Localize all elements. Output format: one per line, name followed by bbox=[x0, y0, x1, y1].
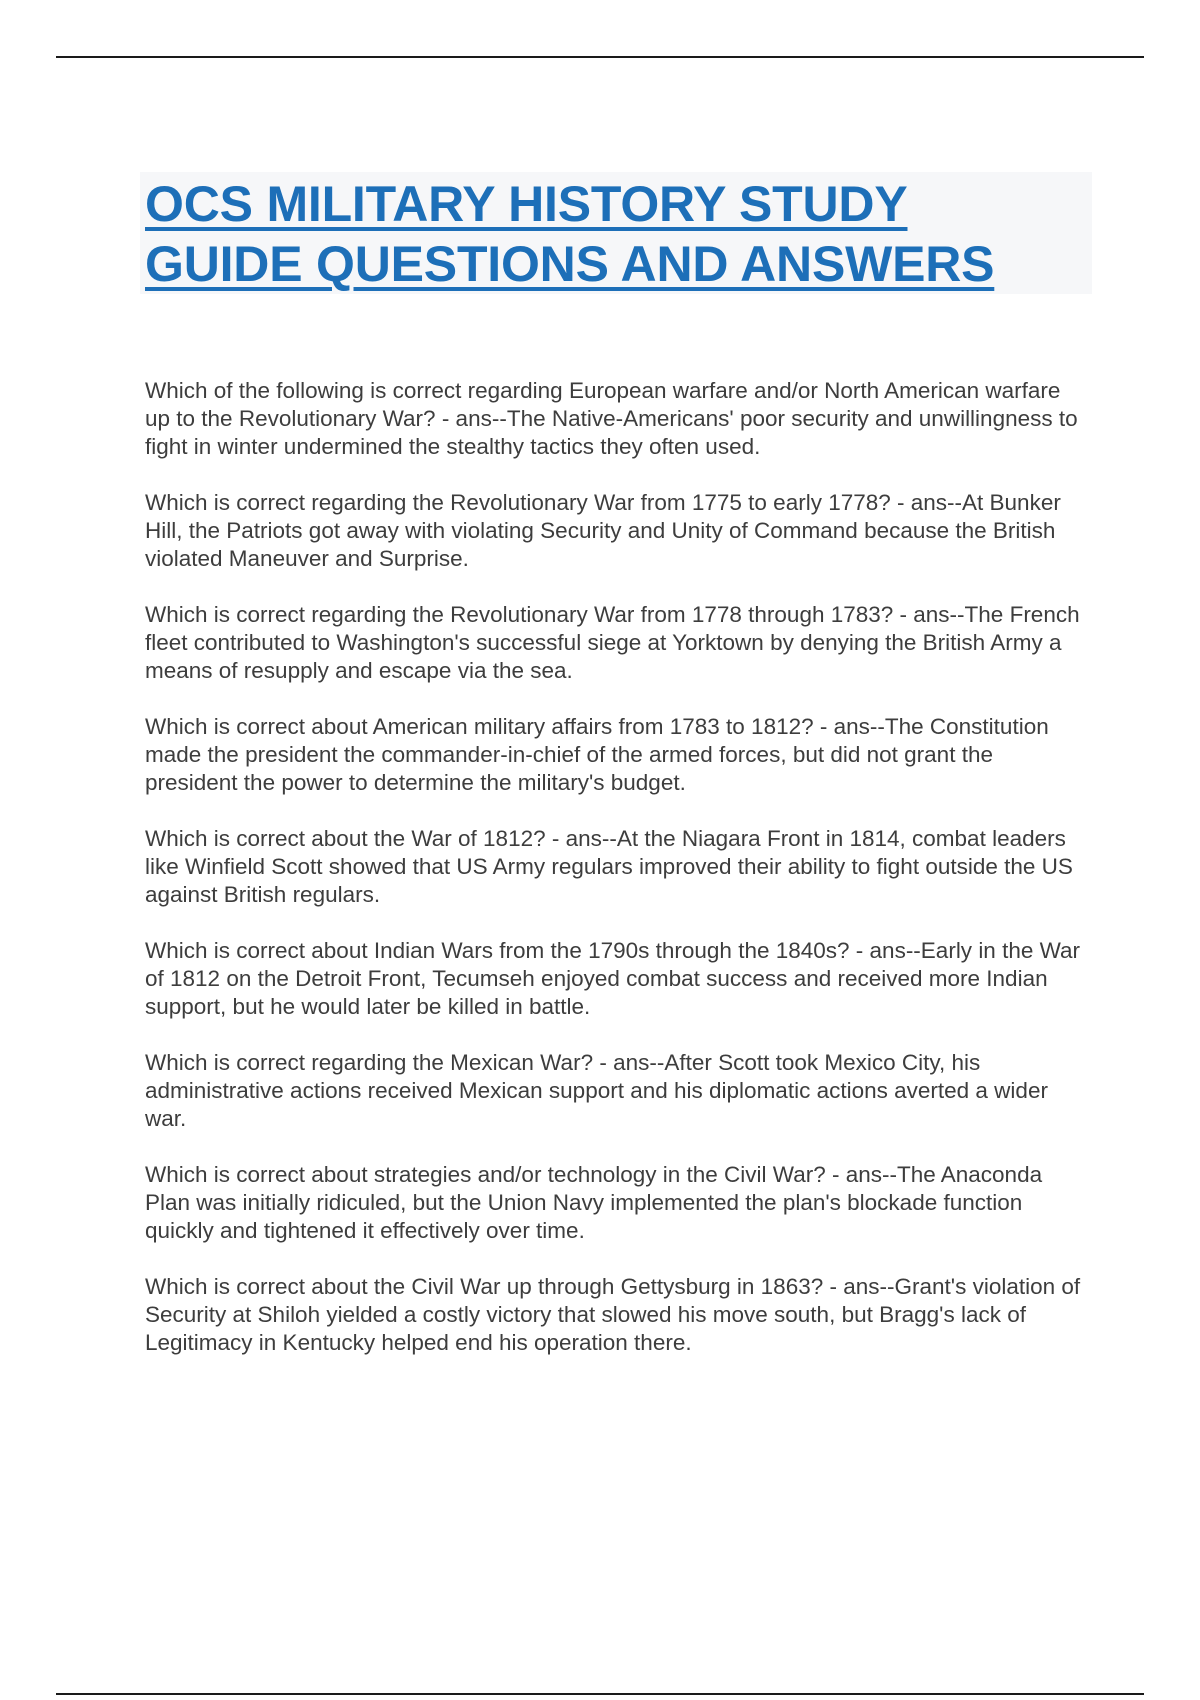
title-line-1: OCS MILITARY HISTORY STUDY bbox=[145, 176, 908, 232]
qa-item: Which is correct about the Civil War up through Gettysburg in 1863? - ans--Grant's violation of Security at Shiloh yielded a costly victory that slowed his move south, but Bragg's lack of Legitimacy in Kentucky helped end his operation there. bbox=[145, 1274, 1081, 1355]
qa-item: Which is correct about the War of 1812? - ans--At the Niagara Front in 1814, combat leaders like Winfield Scott showed that US Army regulars improved their ability to fight outside the US against British regulars. bbox=[145, 826, 1073, 907]
title-line-2: GUIDE QUESTIONS AND ANSWERS bbox=[145, 236, 995, 292]
top-rule bbox=[56, 56, 1144, 58]
qa-item: Which is correct about Indian Wars from the 1790s through the 1840s? - ans--Early in the War of 1812 on the Detroit Front, Tecumseh enjoyed combat success and received more Indian support, but he would later be killed in battle. bbox=[145, 938, 1081, 1019]
qa-item: Which is correct about American military affairs from 1783 to 1812? - ans--The Constitution made the president the commander-in-chief of the armed forces, but did not grant the president the power to determine the military's budget. bbox=[145, 714, 1049, 795]
qa-item: Which is correct regarding the Revolutionary War from 1778 through 1783? - ans--The French fleet contributed to Washington's successful siege at Yorktown by denying the British Army a means of resupply and escape via the sea. bbox=[145, 602, 1080, 683]
qa-item: Which is correct regarding the Mexican War? - ans--After Scott took Mexico City, his administrative actions received Mexican support and his diplomatic actions averted a wider war. bbox=[145, 1050, 1048, 1131]
document-title bbox=[145, 174, 1085, 294]
bottom-rule bbox=[56, 1693, 1144, 1695]
qa-item: Which is correct regarding the Revolutionary War from 1775 to early 1778? - ans--At Bunker Hill, the Patriots got away with violating Security and Unity of Command because the British violated Maneuver and Surprise. bbox=[145, 490, 1061, 571]
qa-item: Which is correct about strategies and/or technology in the Civil War? - ans--The Anaconda Plan was initially ridiculed, but the Union Navy implemented the plan's blockade function quickly and tightened it effectively over time. bbox=[145, 1162, 1043, 1243]
qa-item: Which of the following is correct regarding European warfare and/or North American warfare up to the Revolutionary War? - ans--The Native-Americans' poor security and unwillingness to fight in winter undermined the stealthy tactics they often used. bbox=[145, 378, 1078, 459]
qa-list bbox=[145, 377, 1090, 1385]
